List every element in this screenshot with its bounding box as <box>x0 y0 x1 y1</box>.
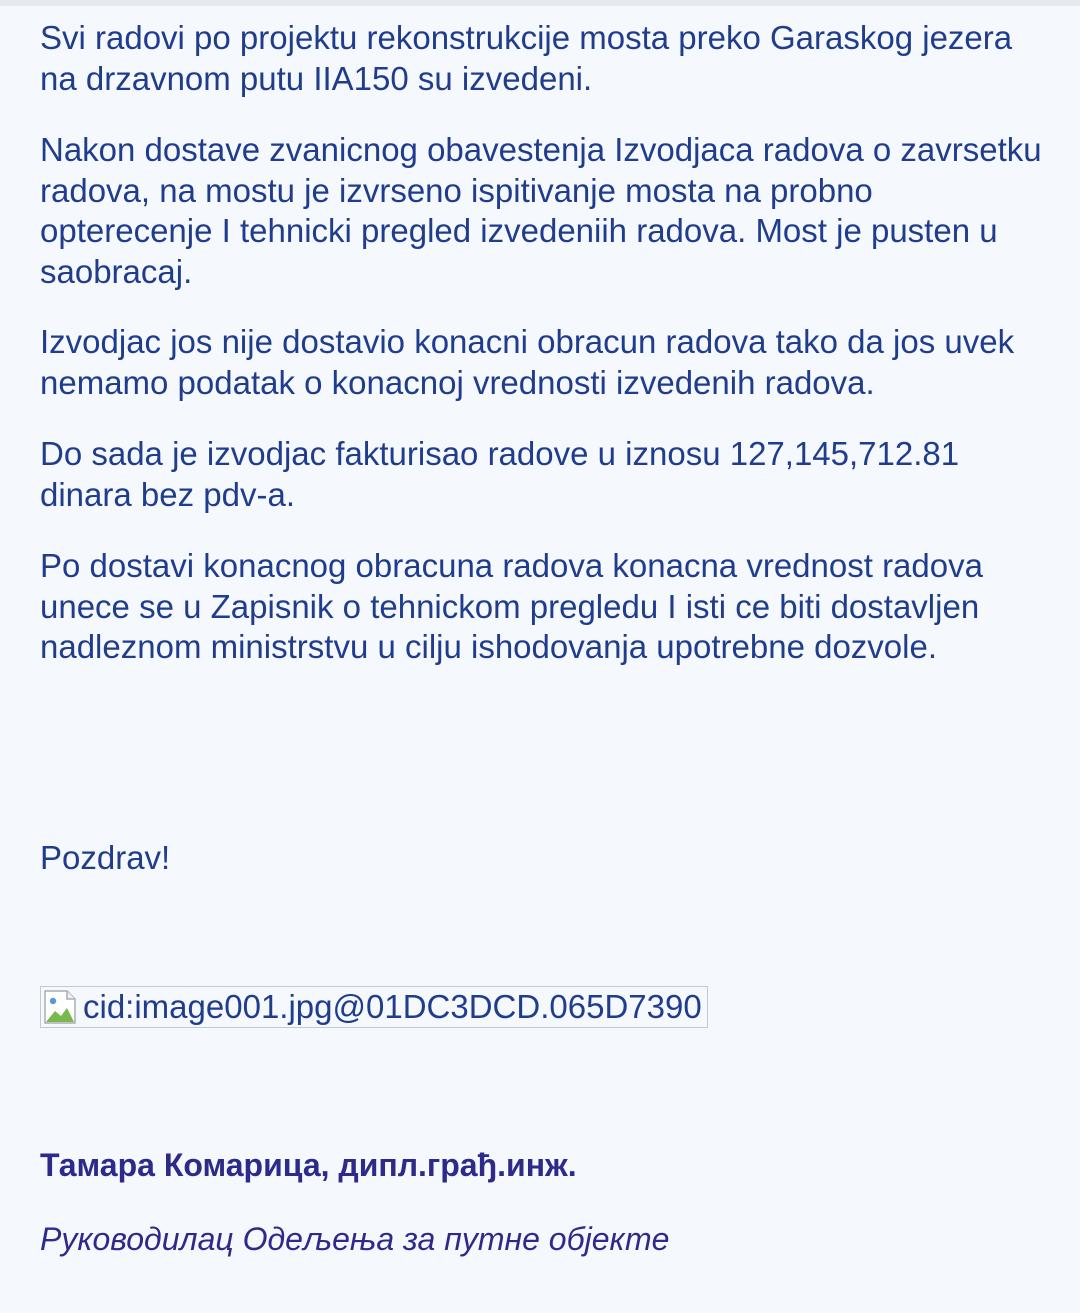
body-paragraph: Izvodjac jos nije dostavio konacni obracun radova tako da jos uvek nemamo podatak o konacnoj vrednosti izvedenih radova. <box>40 323 1015 401</box>
embedded-image-placeholder[interactable] <box>40 986 708 1028</box>
broken-image-icon <box>41 987 81 1027</box>
image-alt-text: cid:image001.jpg@01DC3DCD.065D7390 <box>83 988 702 1025</box>
body-paragraph: Svi radovi po projektu rekonstrukcije mosta preko Garaskog jezera na drzavnom putu IIA150 su izvedeni. <box>40 19 1013 97</box>
body-paragraph: Do sada je izvodjac fakturisao radove u iznosu 127,145,712.81 dinara bez pdv-a. <box>40 435 960 513</box>
signature-title: Руководилац Одељења за путне објекте <box>40 1221 670 1257</box>
top-edge-divider <box>0 0 1080 6</box>
body-paragraph: Po dostavi konacnog obracuna radova konacna vrednost radova unece se u Zapisnik o tehnickom pregledu I isti ce biti dostavljen nadleznom ministrstvu u cilju ishodovanja upotrebne dozvole. <box>40 547 983 665</box>
greeting: Pozdrav! <box>40 839 171 876</box>
signature-name: Тамара Комарица, дипл.грађ.инж. <box>40 1147 577 1183</box>
body-paragraph: Nakon dostave zvanicnog obavestenja Izvodjaca radova o zavrsetku radova, na mostu je izvrseno ispitivanje mosta na probno opterecenje I tehnicki pregled izvedeniih radova. Most je pusten u saobracaj. <box>40 131 1042 290</box>
